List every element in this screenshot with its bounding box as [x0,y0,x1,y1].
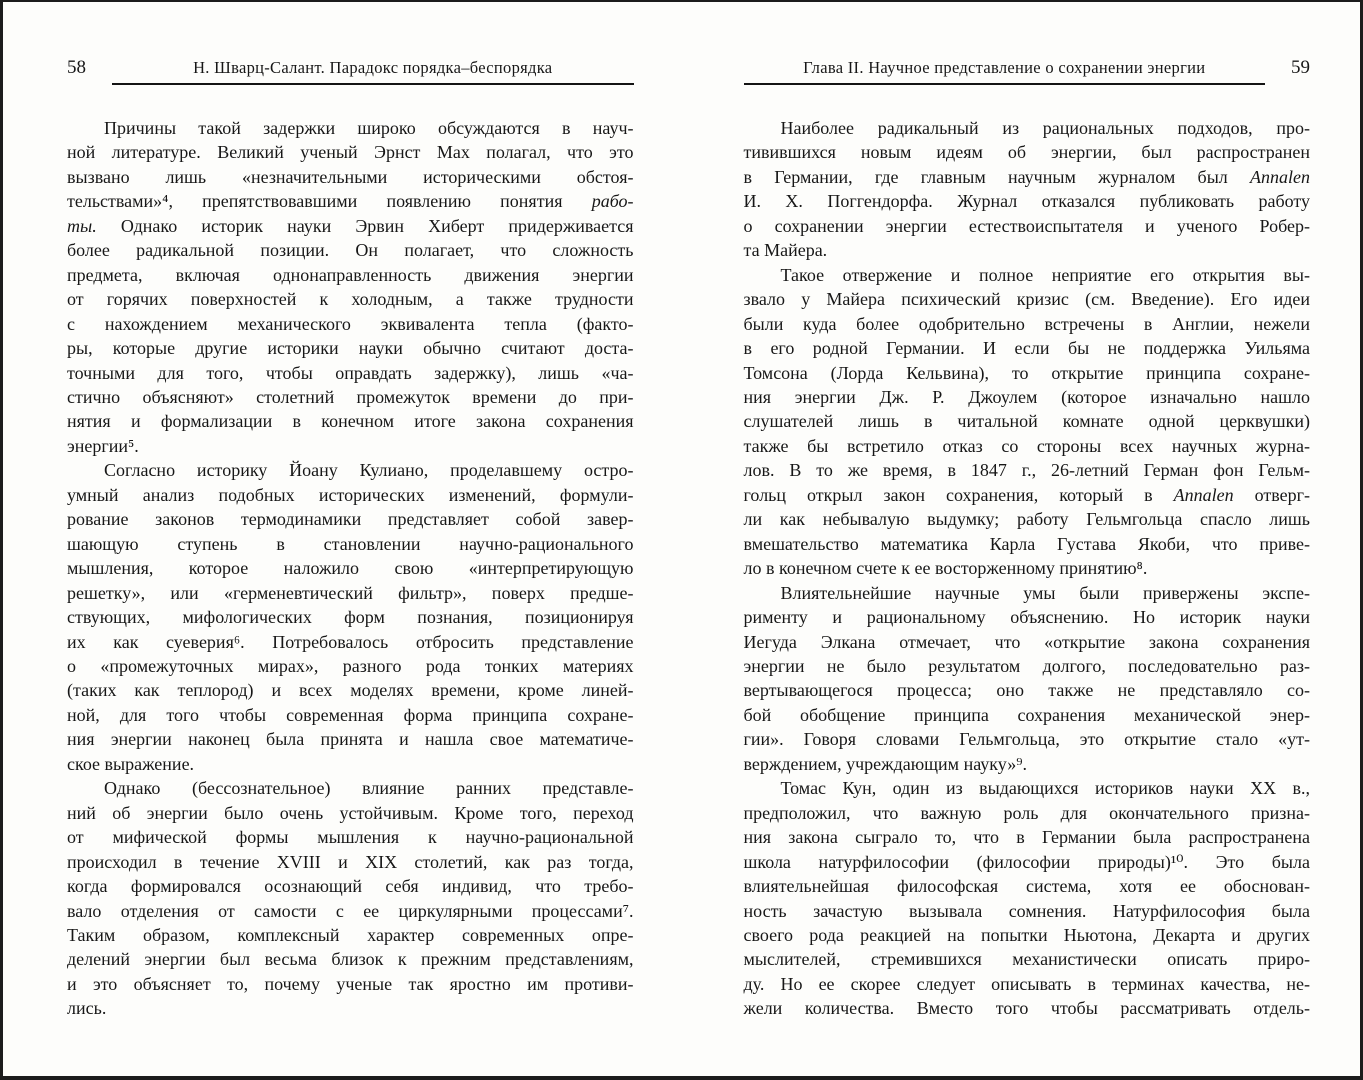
page-header-left [67,58,634,85]
text-line: ло в конечном счете к ее восторженному принятию⁸. [743,558,1148,579]
text-line: ной, для того чтобы современная форма принципа сохране- [67,704,634,725]
page-59 [682,2,1361,1076]
text-line: ной литературе. Великий ученый Эрнст Мах полагал, что это [67,142,634,163]
paragraph [744,581,1311,777]
text-line: школа натурфилософии (философии природы)¹⁰. Это была [743,851,1310,872]
text-line: вертывающегося процесса; оно также не представляло со- [743,680,1310,701]
text-line: ность зачастую вызывала сомнения. Натурфилософия была [743,900,1310,921]
text-line: с нахождением механического эквивалента тепла (факто- [67,313,634,334]
text-line: Однако (бессознательное) влияние ранних представле- [104,778,634,799]
text-line: также бы встретило отказ со стороны всех научных журна- [743,435,1310,456]
paragraph [67,116,634,458]
page-body-right [744,116,1311,1021]
text-line: мыслителей, стремившихся механистически описать приро- [743,949,1310,970]
page-58 [3,2,682,1076]
text-line: умный анализ подобных исторических изменений, формули- [67,484,634,505]
paragraph [67,458,634,776]
text-line: точными для того, чтобы оправдать задержку), лишь «ча- [67,362,634,383]
text-line: лов. В то же время, в 1847 г., 26-летний Герман фон Гельм- [743,460,1310,481]
text-line: более радикальной позиции. Он полагает, что сложность [67,240,634,261]
text-line: ния энергии наконец была принята и нашла свое математиче- [67,729,634,750]
text-line: рование законов термодинамики представляет собой завер- [67,509,634,530]
text-line: Согласно историку Йоану Кулиано, проделавшему остро- [104,460,634,481]
text-line: ния энергии Дж. Р. Джоулем (которое изначально нашло [743,386,1310,407]
text-line: ты. Однако историк науки Эрвин Хиберт придерживается [67,215,634,236]
page-number-left: 58 [67,57,86,78]
text-line: ния закона сыграло то, что в Германии была распространена [743,827,1310,848]
page-body-left [67,116,634,1021]
text-line: жели количества. Вместо того чтобы рассматривать отдель- [743,998,1310,1019]
running-head-right: Глава II. Научное представление о сохранении энергии [744,60,1266,86]
text-line: гии». Говоря словами Гельмгольца, это открытие стало «ут- [743,729,1310,750]
text-line: гольц открыл закон сохранения, который в Annalen отверг- [743,484,1311,505]
text-line: рименту и рациональному объяснению. Но историк науки [743,607,1310,628]
text-line: делений энергии был весьма близок к прежним представлениям, [67,949,634,970]
text-line: Томсона (Лорда Кельвина), то открытие принципа сохране- [743,362,1310,383]
text-line: Влиятельнейшие научные умы были привержены экспе- [780,582,1310,603]
text-line: (таких как теплород) и всех моделях времени, кроме линей- [67,680,634,701]
text-line: о «промежуточных мирах», разного рода тонких материях [67,655,634,676]
text-line: ду. Но ее скорее следует описывать в терминах качества, не- [743,973,1310,994]
text-line: верждением, учреждающим науку»⁹. [743,753,1027,774]
text-line: в Германии, где главным научным журналом был Annalen [743,166,1310,187]
text-line: вмешательство математика Карла Густава Якоби, что приве- [743,533,1310,554]
text-line: предположил, что важную роль для окончательного призна- [743,802,1310,823]
text-line: происходил в течение XVIII и XIX столетий, как раз тогда, [67,851,634,872]
text-line: мышления, которое наложило свою «интерпретирующую [67,558,634,579]
text-line: Иегуда Элкана отмечает, что «открытие закона сохранения [743,631,1310,652]
text-line: звало у Майера психический кризис (см. Введение). Его идеи [743,289,1310,310]
text-line: слушателей лишь в читальной комнате одной церквушки) [743,411,1310,432]
text-line: энергии⁵. [67,435,139,456]
page-number-right: 59 [1291,57,1310,78]
text-line: тивившихся новым идеям об энергии, был распространен [743,142,1310,163]
text-line: были куда более одобрительно встречены в Англии, нежели [743,313,1310,334]
paragraph [744,116,1311,263]
text-line: стично объясняют» столетний промежуток времени до при- [67,386,634,407]
text-line: та Майера. [743,240,828,261]
text-line: ское выражение. [67,753,195,774]
text-line: И. Х. Поггендорфа. Журнал отказался публиковать работу [743,191,1310,212]
paragraph [744,263,1311,581]
text-line: Такое отвержение и полное неприятие его открытия вы- [780,264,1310,285]
text-line: о сохранении энергии естествоиспытателя и ученого Робер- [743,215,1310,236]
text-line: ли как небывалую выдумку; работу Гельмгольца спасло лишь [743,509,1310,530]
text-line: нятия и формализации в конечном итоге закона сохранения [67,411,634,432]
text-line: энергии не было результатом долгого, последовательно раз- [743,655,1310,676]
text-line: и это объясняет то, почему ученые так яростно им противи- [67,973,634,994]
text-line: когда формировался осознающий себя индивид, что требо- [67,876,634,897]
text-line: влиятельнейшая философская система, хотя ее обоснован- [743,876,1310,897]
page-header-right [744,58,1311,85]
text-line: Таким образом, комплексный характер современных опре- [67,924,634,945]
text-line: их как суеверия⁶. Потребовалось отбросить представление [67,631,634,652]
paragraph [67,776,634,1021]
text-line: вало отделения от самости с ее циркулярными процессами⁷. [67,900,634,921]
running-head-left: Н. Шварц-Салант. Парадокс порядка–беспорядка [112,60,634,86]
text-line: лись. [67,998,107,1019]
text-line: бой обобщение принципа сохранения механической энер- [743,704,1310,725]
text-line: предмета, включая однонаправленность движения энергии [67,264,634,285]
text-line: в его родной Германии. И если бы не поддержка Уильяма [743,338,1310,359]
text-line: от мифической формы мышления к научно-рациональной [67,827,634,848]
text-line: шающую ступень в становлении научно-рационального [67,533,634,554]
text-line: ний об энергии было очень устойчивым. Кроме того, переход [67,802,634,823]
text-line: Томас Кун, один из выдающихся историков науки XX в., [780,778,1310,799]
text-line: Причины такой задержки широко обсуждаются в науч- [104,118,634,138]
text-line: решетку», или «герменевтический фильтр», поверх предше- [67,582,634,603]
text-line: от горячих поверхностей к холодным, а также трудности [67,289,634,310]
text-line: тельствами»⁴, препятствовавшими появлению понятия рабо- [67,191,634,212]
text-line: ствующих, мифологических форм познания, позиционируя [67,607,634,628]
paragraph [744,776,1311,1021]
text-line: ры, которые другие историки науки обычно считают доста- [67,338,634,359]
text-line: Наиболее радикальный из рациональных подходов, про- [780,118,1310,138]
text-line: своего рода реакцией на попытки Ньютона, Декарта и других [743,924,1310,945]
text-line: вызвано лишь «незначительными историческими обстоя- [67,166,634,187]
